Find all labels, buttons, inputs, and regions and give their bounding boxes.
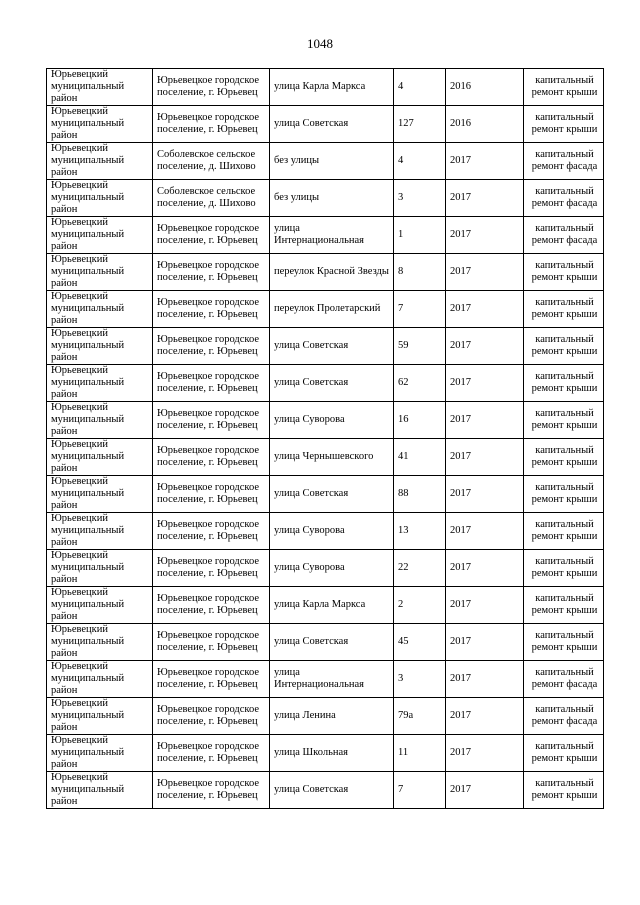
work-type-cell: капитальный ремонт крыши	[524, 624, 604, 661]
table-row	[47, 772, 604, 809]
street-cell: улица Суворова	[270, 550, 394, 587]
district-cell: Юрьевецкий муниципальный район	[47, 661, 153, 698]
settlement-cell: Юрьевецкое городское поселение, г. Юрьевец	[153, 587, 270, 624]
settlement-cell: Юрьевецкое городское поселение, г. Юрьевец	[153, 513, 270, 550]
year-cell: 2017	[446, 291, 524, 328]
house-number-cell: 127	[394, 106, 446, 143]
district-cell: Юрьевецкий муниципальный район	[47, 402, 153, 439]
house-number-cell: 41	[394, 439, 446, 476]
table-row	[47, 217, 604, 254]
table-row	[47, 587, 604, 624]
work-type-cell: капитальный ремонт крыши	[524, 735, 604, 772]
year-cell: 2017	[446, 365, 524, 402]
table-row	[47, 513, 604, 550]
year-cell: 2016	[446, 106, 524, 143]
street-cell: улица Суворова	[270, 402, 394, 439]
year-cell: 2017	[446, 254, 524, 291]
work-type-cell: капитальный ремонт фасада	[524, 661, 604, 698]
district-cell: Юрьевецкий муниципальный район	[47, 476, 153, 513]
work-type-cell: капитальный ремонт крыши	[524, 476, 604, 513]
settlement-cell: Юрьевецкое городское поселение, г. Юрьевец	[153, 328, 270, 365]
district-cell: Юрьевецкий муниципальный район	[47, 698, 153, 735]
district-cell: Юрьевецкий муниципальный район	[47, 365, 153, 402]
district-cell: Юрьевецкий муниципальный район	[47, 513, 153, 550]
settlement-cell: Соболевское сельское поселение, д. Шихово	[153, 143, 270, 180]
street-cell: улица Советская	[270, 772, 394, 809]
street-cell: без улицы	[270, 143, 394, 180]
year-cell: 2017	[446, 180, 524, 217]
year-cell: 2017	[446, 476, 524, 513]
district-cell: Юрьевецкий муниципальный район	[47, 624, 153, 661]
street-cell: улица Советская	[270, 106, 394, 143]
table-row	[47, 180, 604, 217]
house-number-cell: 62	[394, 365, 446, 402]
work-type-cell: капитальный ремонт крыши	[524, 328, 604, 365]
table-row	[47, 69, 604, 106]
work-type-cell: капитальный ремонт крыши	[524, 550, 604, 587]
street-cell: улица Ленина	[270, 698, 394, 735]
district-cell: Юрьевецкий муниципальный район	[47, 254, 153, 291]
table-row	[47, 328, 604, 365]
year-cell: 2016	[446, 69, 524, 106]
house-number-cell: 4	[394, 143, 446, 180]
table-row	[47, 624, 604, 661]
settlement-cell: Юрьевецкое городское поселение, г. Юрьевец	[153, 735, 270, 772]
district-cell: Юрьевецкий муниципальный район	[47, 735, 153, 772]
street-cell: без улицы	[270, 180, 394, 217]
year-cell: 2017	[446, 698, 524, 735]
house-number-cell: 79а	[394, 698, 446, 735]
district-cell: Юрьевецкий муниципальный район	[47, 550, 153, 587]
work-type-cell: капитальный ремонт крыши	[524, 513, 604, 550]
house-number-cell: 45	[394, 624, 446, 661]
work-type-cell: капитальный ремонт крыши	[524, 69, 604, 106]
street-cell: улица Школьная	[270, 735, 394, 772]
table-row	[47, 698, 604, 735]
settlement-cell: Юрьевецкое городское поселение, г. Юрьевец	[153, 624, 270, 661]
district-cell: Юрьевецкий муниципальный район	[47, 587, 153, 624]
street-cell: улица Советская	[270, 328, 394, 365]
table-row	[47, 661, 604, 698]
settlement-cell: Юрьевецкое городское поселение, г. Юрьевец	[153, 550, 270, 587]
settlement-cell: Юрьевецкое городское поселение, г. Юрьевец	[153, 439, 270, 476]
year-cell: 2017	[446, 402, 524, 439]
table-row	[47, 365, 604, 402]
work-type-cell: капитальный ремонт крыши	[524, 439, 604, 476]
house-number-cell: 4	[394, 69, 446, 106]
settlement-cell: Юрьевецкое городское поселение, г. Юрьевец	[153, 661, 270, 698]
district-cell: Юрьевецкий муниципальный район	[47, 143, 153, 180]
settlement-cell: Юрьевецкое городское поселение, г. Юрьевец	[153, 476, 270, 513]
table-row	[47, 254, 604, 291]
house-number-cell: 7	[394, 772, 446, 809]
work-type-cell: капитальный ремонт крыши	[524, 254, 604, 291]
settlement-cell: Юрьевецкое городское поселение, г. Юрьевец	[153, 106, 270, 143]
settlement-cell: Юрьевецкое городское поселение, г. Юрьевец	[153, 772, 270, 809]
street-cell: улица Чернышевского	[270, 439, 394, 476]
settlement-cell: Юрьевецкое городское поселение, г. Юрьевец	[153, 69, 270, 106]
district-cell: Юрьевецкий муниципальный район	[47, 106, 153, 143]
house-number-cell: 11	[394, 735, 446, 772]
repair-registry-table	[46, 68, 604, 809]
district-cell: Юрьевецкий муниципальный район	[47, 217, 153, 254]
year-cell: 2017	[446, 772, 524, 809]
house-number-cell: 59	[394, 328, 446, 365]
work-type-cell: капитальный ремонт крыши	[524, 291, 604, 328]
district-cell: Юрьевецкий муниципальный район	[47, 180, 153, 217]
table-row	[47, 476, 604, 513]
house-number-cell: 3	[394, 180, 446, 217]
house-number-cell: 16	[394, 402, 446, 439]
work-type-cell: капитальный ремонт крыши	[524, 365, 604, 402]
settlement-cell: Юрьевецкое городское поселение, г. Юрьевец	[153, 254, 270, 291]
street-cell: улица Суворова	[270, 513, 394, 550]
work-type-cell: капитальный ремонт крыши	[524, 402, 604, 439]
year-cell: 2017	[446, 661, 524, 698]
settlement-cell: Юрьевецкое городское поселение, г. Юрьевец	[153, 217, 270, 254]
year-cell: 2017	[446, 143, 524, 180]
table-row	[47, 106, 604, 143]
street-cell: улица Интернациональная	[270, 217, 394, 254]
house-number-cell: 2	[394, 587, 446, 624]
table-row	[47, 402, 604, 439]
work-type-cell: капитальный ремонт фасада	[524, 698, 604, 735]
table-row	[47, 439, 604, 476]
work-type-cell: капитальный ремонт фасада	[524, 180, 604, 217]
street-cell: улица Советская	[270, 476, 394, 513]
house-number-cell: 13	[394, 513, 446, 550]
table-row	[47, 550, 604, 587]
year-cell: 2017	[446, 735, 524, 772]
settlement-cell: Юрьевецкое городское поселение, г. Юрьевец	[153, 402, 270, 439]
table-row	[47, 143, 604, 180]
table-row	[47, 291, 604, 328]
settlement-cell: Юрьевецкое городское поселение, г. Юрьевец	[153, 291, 270, 328]
year-cell: 2017	[446, 513, 524, 550]
year-cell: 2017	[446, 587, 524, 624]
house-number-cell: 88	[394, 476, 446, 513]
district-cell: Юрьевецкий муниципальный район	[47, 69, 153, 106]
year-cell: 2017	[446, 217, 524, 254]
district-cell: Юрьевецкий муниципальный район	[47, 328, 153, 365]
settlement-cell: Соболевское сельское поселение, д. Шихово	[153, 180, 270, 217]
settlement-cell: Юрьевецкое городское поселение, г. Юрьевец	[153, 698, 270, 735]
work-type-cell: капитальный ремонт крыши	[524, 772, 604, 809]
year-cell: 2017	[446, 328, 524, 365]
year-cell: 2017	[446, 550, 524, 587]
street-cell: улица Карла Маркса	[270, 587, 394, 624]
table-row	[47, 735, 604, 772]
work-type-cell: капитальный ремонт фасада	[524, 217, 604, 254]
street-cell: улица Карла Маркса	[270, 69, 394, 106]
settlement-cell: Юрьевецкое городское поселение, г. Юрьевец	[153, 365, 270, 402]
work-type-cell: капитальный ремонт крыши	[524, 587, 604, 624]
table-body	[47, 69, 604, 809]
house-number-cell: 7	[394, 291, 446, 328]
work-type-cell: капитальный ремонт крыши	[524, 106, 604, 143]
house-number-cell: 22	[394, 550, 446, 587]
page-number: 1048	[307, 36, 333, 51]
district-cell: Юрьевецкий муниципальный район	[47, 291, 153, 328]
house-number-cell: 1	[394, 217, 446, 254]
street-cell: улица Интернациональная	[270, 661, 394, 698]
district-cell: Юрьевецкий муниципальный район	[47, 772, 153, 809]
house-number-cell: 8	[394, 254, 446, 291]
street-cell: улица Советская	[270, 365, 394, 402]
work-type-cell: капитальный ремонт фасада	[524, 143, 604, 180]
year-cell: 2017	[446, 624, 524, 661]
house-number-cell: 3	[394, 661, 446, 698]
year-cell: 2017	[446, 439, 524, 476]
district-cell: Юрьевецкий муниципальный район	[47, 439, 153, 476]
street-cell: переулок Красной Звезды	[270, 254, 394, 291]
street-cell: переулок Пролетарский	[270, 291, 394, 328]
street-cell: улица Советская	[270, 624, 394, 661]
